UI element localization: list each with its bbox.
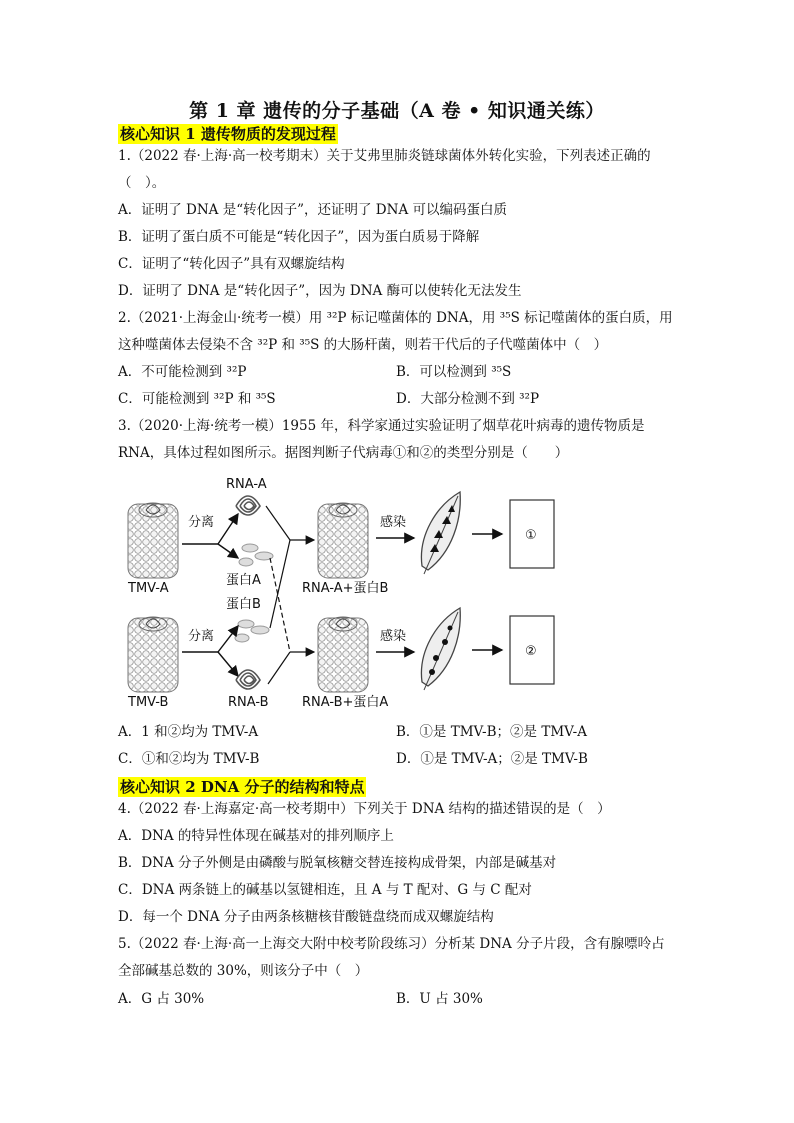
q4-option-b[interactable]: B．DNA 分子外侧是由磷酸与脱氧核糖交替连接构成骨架，内部是碱基对 xyxy=(118,855,557,871)
label-tmv-a: TMV-A xyxy=(128,581,169,596)
label-rna-b: RNA-B xyxy=(228,695,269,710)
q3-option-d[interactable]: D．①是 TMV-A；②是 TMV-B xyxy=(396,751,588,767)
q2-option-d[interactable]: D．大部分检测不到 ³²P xyxy=(396,391,540,407)
label-rna-a: RNA-A xyxy=(226,477,267,492)
q2-option-c[interactable]: C．可能检测到 ³²P 和 ³⁵S xyxy=(118,391,276,407)
tobacco-leaf-1-icon xyxy=(421,492,460,574)
label-protein-b: 蛋白B xyxy=(226,597,261,612)
q3-stem-line1: 3.（2020·上海·统考一模）1955 年，科学家通过实验证明了烟草花叶病毒的遗传物质是 xyxy=(118,418,645,434)
page-title: 第 1 章 遗传的分子基础（A 卷 • 知识通关练） xyxy=(189,100,605,122)
label-rna-a-protein-b: RNA-A+蛋白B xyxy=(302,581,389,596)
protein-a-fragments-icon xyxy=(239,544,273,566)
q3-option-c[interactable]: C．①和②均为 TMV-B xyxy=(118,751,260,767)
q4-option-c[interactable]: C．DNA 两条链上的碱基以氢键相连，且 A 与 T 配对、G 与 C 配对 xyxy=(118,882,532,898)
q5-stem-line2: 全部碱基总数的 30%，则该分子中（ ） xyxy=(118,963,369,979)
label-separate-2: 分离 xyxy=(188,629,215,644)
label-infect-1: 感染 xyxy=(380,515,407,530)
q1-stem-line2: （ ）。 xyxy=(118,175,166,191)
recombined-virus-2-icon xyxy=(318,617,368,692)
q5-option-b[interactable]: B．U 占 30% xyxy=(396,991,483,1007)
label-result-1: ① xyxy=(525,528,537,543)
q3-option-b[interactable]: B．①是 TMV-B；②是 TMV-A xyxy=(396,724,587,740)
q3-stem-line2: RNA，具体过程如图所示。据图判断子代病毒①和②的类型分别是（ ） xyxy=(118,445,569,461)
q1-option-c[interactable]: C．证明了“转化因子”具有双螺旋结构 xyxy=(118,256,345,272)
rna-a-coil-icon xyxy=(236,496,260,515)
label-separate-1: 分离 xyxy=(188,515,215,530)
section-heading-1: 核心知识 1 遗传物质的发现过程 xyxy=(120,125,336,143)
q2-option-a[interactable]: A．不可能检测到 ³²P xyxy=(118,364,247,380)
label-infect-2: 感染 xyxy=(380,629,407,644)
label-rna-b-protein-a: RNA-B+蛋白A xyxy=(302,695,389,710)
label-tmv-b: TMV-B xyxy=(128,695,169,710)
tobacco-leaf-2-icon xyxy=(421,608,460,690)
q1-option-d[interactable]: D．证明了 DNA 是“转化因子”，因为 DNA 酶可以使转化无法发生 xyxy=(118,283,522,299)
section-heading-2: 核心知识 2 DNA 分子的结构和特点 xyxy=(120,778,365,796)
q3-option-a[interactable]: A．1 和②均为 TMV-A xyxy=(118,724,259,740)
recombined-virus-1-icon xyxy=(318,503,368,578)
tmv-experiment-figure xyxy=(118,466,678,716)
label-protein-a: 蛋白A xyxy=(226,573,261,588)
rna-b-coil-icon xyxy=(236,670,260,689)
q5-stem-line1: 5.（2022 春·上海·高一上海交大附中校考阶段练习）分析某 DNA 分子片段，含有腺嘌呤占 xyxy=(118,936,665,952)
q2-option-b[interactable]: B．可以检测到 ³⁵S xyxy=(396,364,512,380)
q1-stem-line1: 1.（2022 春·上海·高一校考期末）关于艾弗里肺炎链球菌体外转化实验，下列表述正确的 xyxy=(118,148,651,164)
protein-b-fragments-icon xyxy=(235,620,269,642)
q4-option-a[interactable]: A．DNA 的特异性体现在碱基对的排列顺序上 xyxy=(118,828,394,844)
tmv-b-virus-icon xyxy=(128,617,178,692)
tmv-a-virus-icon xyxy=(128,503,178,578)
q4-stem-line1: 4.（2022 春·上海嘉定·高一校考期中）下列关于 DNA 结构的描述错误的是（ ） xyxy=(118,801,611,817)
q1-option-a[interactable]: A．证明了 DNA 是“转化因子”，还证明了 DNA 可以编码蛋白质 xyxy=(118,202,507,218)
q2-stem-line1: 2.（2021·上海金山·统考一模）用 ³²P 标记噬菌体的 DNA，用 ³⁵S 标记噬菌体的蛋白质，用 xyxy=(118,310,673,326)
q4-option-d[interactable]: D．每一个 DNA 分子由两条核糖核苷酸链盘绕而成双螺旋结构 xyxy=(118,909,494,925)
q1-option-b[interactable]: B．证明了蛋白质不可能是“转化因子”，因为蛋白质易于降解 xyxy=(118,229,480,245)
label-result-2: ② xyxy=(525,644,537,659)
q2-stem-line2: 这种噬菌体去侵染不含 ³²P 和 ³⁵S 的大肠杆菌，则若干代后的子代噬菌体中（ ） xyxy=(118,337,608,353)
q5-option-a[interactable]: A．G 占 30% xyxy=(118,991,205,1007)
